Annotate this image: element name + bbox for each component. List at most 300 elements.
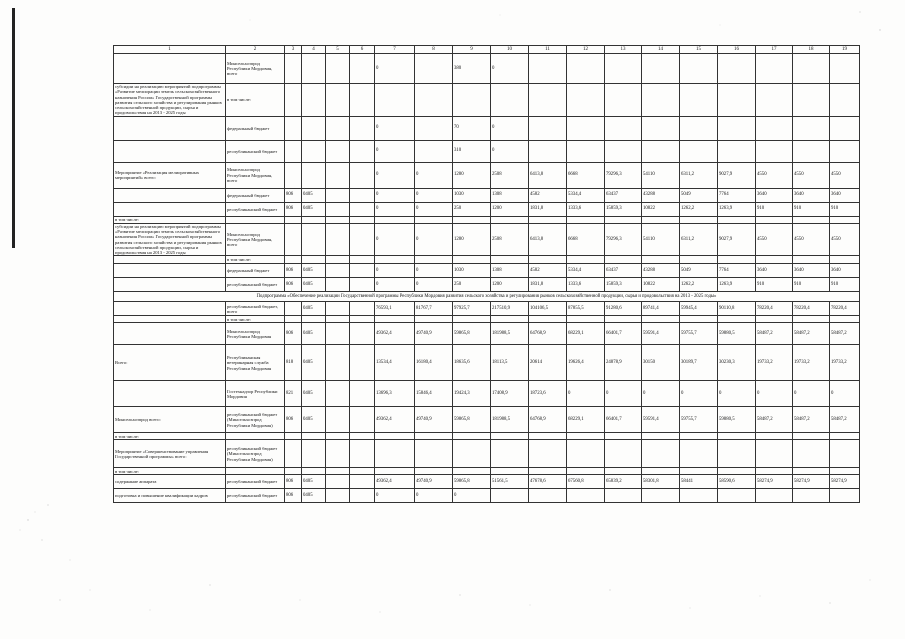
row-label-cell — [114, 264, 226, 278]
value-cell — [415, 468, 453, 475]
value-cell: 15859,3 — [605, 202, 642, 216]
value-cell — [350, 162, 375, 188]
row-label-cell — [114, 278, 226, 292]
source-cell: Гостехнадзор Республики Мордовия — [226, 381, 285, 407]
value-cell — [830, 140, 860, 162]
value-cell: 58274,9 — [830, 475, 860, 489]
value-cell — [326, 433, 350, 440]
value-cell: 806 — [285, 278, 302, 292]
value-cell — [326, 116, 350, 140]
row-label-cell — [114, 381, 226, 407]
value-cell — [491, 433, 529, 440]
value-cell: 7764 — [718, 188, 756, 202]
value-cell: 806 — [285, 489, 302, 503]
value-cell — [567, 116, 605, 140]
table-row — [114, 345, 860, 381]
value-cell — [642, 54, 680, 84]
value-cell — [350, 256, 375, 264]
row-label-cell: в том числе: — [114, 433, 226, 440]
value-cell — [375, 256, 415, 264]
value-cell — [285, 440, 302, 468]
table-row — [114, 302, 860, 316]
value-cell — [718, 116, 756, 140]
value-cell: 13534,4 — [375, 345, 415, 381]
value-cell — [756, 468, 793, 475]
value-cell: 13696,3 — [375, 381, 415, 407]
value-cell: 910 — [793, 278, 830, 292]
value-cell — [326, 162, 350, 188]
value-cell — [302, 140, 326, 162]
column-number: 6 — [350, 46, 375, 54]
value-cell: 51561,5 — [491, 475, 529, 489]
value-cell: 58487,2 — [756, 323, 793, 345]
row-label-cell: Мероприятие «Совершенствование управления Государственной программы» всего: — [114, 440, 226, 468]
value-cell: 0 — [605, 381, 642, 407]
value-cell — [680, 468, 718, 475]
value-cell: 5049 — [680, 188, 718, 202]
value-cell: 0405 — [302, 302, 326, 316]
value-cell — [567, 140, 605, 162]
value-cell: 250 — [453, 278, 491, 292]
value-cell: 43288 — [642, 264, 680, 278]
value-cell: 7764 — [718, 264, 756, 278]
value-cell: 1030 — [453, 264, 491, 278]
value-cell — [491, 489, 529, 503]
value-cell — [375, 84, 415, 117]
value-cell — [756, 440, 793, 468]
value-cell: 59865,8 — [453, 323, 491, 345]
value-cell — [680, 256, 718, 264]
value-cell: 4550 — [793, 223, 830, 256]
value-cell — [453, 440, 491, 468]
value-cell — [415, 440, 453, 468]
value-cell — [793, 54, 830, 84]
value-cell: 49362,4 — [375, 475, 415, 489]
row-label-cell — [114, 202, 226, 216]
value-cell — [718, 440, 756, 468]
value-cell — [350, 489, 375, 503]
value-cell — [285, 216, 302, 223]
value-cell — [326, 440, 350, 468]
value-cell — [642, 84, 680, 117]
scan-margin-line — [12, 8, 15, 248]
value-cell: 3640 — [830, 188, 860, 202]
value-cell — [793, 216, 830, 223]
value-cell: 4582 — [529, 264, 567, 278]
value-cell: 910 — [756, 278, 793, 292]
value-cell: 58487,2 — [830, 407, 860, 433]
column-number: 17 — [756, 46, 793, 54]
table-row — [114, 216, 860, 223]
value-cell — [285, 302, 302, 316]
value-cell: 67560,8 — [567, 475, 605, 489]
column-number: 5 — [326, 46, 350, 54]
value-cell: 49740,9 — [415, 323, 453, 345]
table-row — [114, 256, 860, 264]
value-cell — [605, 84, 642, 117]
value-cell — [491, 216, 529, 223]
value-cell — [285, 54, 302, 84]
value-cell: 0 — [793, 381, 830, 407]
value-cell — [680, 489, 718, 503]
value-cell — [491, 468, 529, 475]
value-cell: 30189,7 — [680, 345, 718, 381]
value-cell — [793, 316, 830, 323]
value-cell — [302, 256, 326, 264]
value-cell: 15859,3 — [605, 278, 642, 292]
value-cell — [529, 468, 567, 475]
value-cell: 3640 — [756, 188, 793, 202]
value-cell — [680, 54, 718, 84]
value-cell — [326, 264, 350, 278]
value-cell — [756, 116, 793, 140]
source-cell — [226, 433, 285, 440]
value-cell — [605, 54, 642, 84]
value-cell: 90110,8 — [718, 302, 756, 316]
value-cell — [415, 116, 453, 140]
value-cell — [567, 216, 605, 223]
value-cell: 1308 — [491, 188, 529, 202]
value-cell — [793, 468, 830, 475]
value-cell: 30230,3 — [718, 345, 756, 381]
value-cell — [793, 489, 830, 503]
value-cell: 4550 — [793, 162, 830, 188]
value-cell — [830, 468, 860, 475]
value-cell — [453, 468, 491, 475]
value-cell — [718, 316, 756, 323]
value-cell — [285, 116, 302, 140]
value-cell — [375, 468, 415, 475]
value-cell: 1831,8 — [529, 278, 567, 292]
value-cell: 15846,4 — [415, 381, 453, 407]
value-cell — [350, 140, 375, 162]
value-cell: 58487,2 — [793, 407, 830, 433]
value-cell: 59755,7 — [680, 407, 718, 433]
row-label-cell: в том числе: — [114, 468, 226, 475]
value-cell: 806 — [285, 475, 302, 489]
value-cell: 91280,6 — [605, 302, 642, 316]
value-cell: 0 — [375, 489, 415, 503]
row-label-cell — [114, 140, 226, 162]
value-cell — [491, 84, 529, 117]
value-cell — [642, 489, 680, 503]
value-cell: 47678,6 — [529, 475, 567, 489]
value-cell: 2508 — [491, 223, 529, 256]
value-cell — [350, 302, 375, 316]
value-cell — [830, 216, 860, 223]
value-cell: 19424,3 — [453, 381, 491, 407]
value-cell: 59865,8 — [453, 407, 491, 433]
row-label-cell — [114, 188, 226, 202]
value-cell — [285, 223, 302, 256]
value-cell — [375, 216, 415, 223]
value-cell: 181988,5 — [491, 323, 529, 345]
value-cell: 5049 — [680, 264, 718, 278]
value-cell: 0 — [756, 381, 793, 407]
value-cell: 63437 — [605, 264, 642, 278]
value-cell — [375, 316, 415, 323]
value-cell: 6413,8 — [529, 223, 567, 256]
value-cell — [326, 323, 350, 345]
value-cell: 19733,2 — [793, 345, 830, 381]
value-cell: 89741,4 — [642, 302, 680, 316]
value-cell: 380 — [453, 54, 491, 84]
value-cell: 821 — [285, 381, 302, 407]
value-cell — [567, 468, 605, 475]
value-cell — [453, 256, 491, 264]
value-cell: 217510,9 — [491, 302, 529, 316]
value-cell — [350, 475, 375, 489]
source-cell: федеральный бюджет — [226, 116, 285, 140]
value-cell: 910 — [756, 202, 793, 216]
table-row — [114, 433, 860, 440]
column-number: 18 — [793, 46, 830, 54]
value-cell: 0 — [718, 381, 756, 407]
value-cell: 59865,8 — [453, 475, 491, 489]
value-cell: 910 — [793, 202, 830, 216]
row-label-cell — [114, 256, 226, 264]
value-cell: 0 — [375, 223, 415, 256]
value-cell: 58487,2 — [793, 323, 830, 345]
value-cell: 49362,4 — [375, 407, 415, 433]
value-cell — [326, 489, 350, 503]
value-cell: 76593,1 — [375, 302, 415, 316]
source-cell: республиканский бюджет, всего — [226, 302, 285, 316]
value-cell: 0 — [491, 54, 529, 84]
value-cell: 1333,6 — [567, 278, 605, 292]
value-cell — [415, 54, 453, 84]
value-cell — [415, 433, 453, 440]
source-cell: республиканский бюджет — [226, 489, 285, 503]
value-cell: 0405 — [302, 264, 326, 278]
subprogram-title-row — [114, 292, 860, 302]
value-cell — [830, 84, 860, 117]
value-cell — [285, 84, 302, 117]
value-cell: 0405 — [302, 323, 326, 345]
value-cell: 66401,7 — [605, 323, 642, 345]
value-cell: 10822 — [642, 278, 680, 292]
value-cell: 78220,4 — [793, 302, 830, 316]
value-cell — [680, 216, 718, 223]
value-cell: 910 — [830, 278, 860, 292]
value-cell — [529, 116, 567, 140]
value-cell: 58590,6 — [718, 475, 756, 489]
value-cell: 6311,2 — [680, 223, 718, 256]
table-row — [114, 407, 860, 433]
value-cell: 0405 — [302, 407, 326, 433]
value-cell — [756, 433, 793, 440]
column-number-row — [114, 46, 860, 54]
value-cell — [302, 433, 326, 440]
value-cell: 1262,2 — [680, 278, 718, 292]
column-number: 13 — [605, 46, 642, 54]
value-cell: 0 — [567, 381, 605, 407]
value-cell — [756, 140, 793, 162]
table-row — [114, 264, 860, 278]
value-cell — [605, 489, 642, 503]
value-cell: 0405 — [302, 278, 326, 292]
value-cell — [285, 433, 302, 440]
value-cell — [326, 216, 350, 223]
value-cell — [415, 140, 453, 162]
value-cell — [529, 440, 567, 468]
value-cell — [302, 54, 326, 84]
value-cell — [415, 316, 453, 323]
value-cell: 1262,2 — [680, 202, 718, 216]
value-cell: 59591,4 — [642, 323, 680, 345]
value-cell: 68229,1 — [567, 323, 605, 345]
value-cell: 70 — [453, 116, 491, 140]
value-cell — [567, 54, 605, 84]
value-cell — [567, 316, 605, 323]
source-cell: Минсельхозпрод Республики Мордовия, всего — [226, 223, 285, 256]
value-cell: 87855,5 — [567, 302, 605, 316]
value-cell: 0 — [830, 381, 860, 407]
value-cell — [642, 440, 680, 468]
value-cell — [285, 140, 302, 162]
value-cell: 64768,9 — [529, 323, 567, 345]
table-row — [114, 223, 860, 256]
value-cell — [605, 433, 642, 440]
value-cell — [830, 433, 860, 440]
value-cell — [567, 84, 605, 117]
value-cell: 1030 — [453, 188, 491, 202]
value-cell: 54110 — [642, 223, 680, 256]
value-cell: 806 — [285, 323, 302, 345]
value-cell: 0405 — [302, 475, 326, 489]
value-cell: 49740,9 — [415, 407, 453, 433]
value-cell: 59880,5 — [718, 323, 756, 345]
value-cell: 0 — [491, 140, 529, 162]
value-cell: 0 — [453, 489, 491, 503]
value-cell — [830, 116, 860, 140]
value-cell — [680, 116, 718, 140]
value-cell: 910 — [830, 202, 860, 216]
value-cell — [793, 433, 830, 440]
value-cell — [491, 256, 529, 264]
value-cell — [642, 468, 680, 475]
value-cell — [415, 216, 453, 223]
value-cell — [350, 116, 375, 140]
value-cell: 19626,4 — [567, 345, 605, 381]
value-cell: 1263,9 — [718, 278, 756, 292]
value-cell — [718, 468, 756, 475]
value-cell — [326, 84, 350, 117]
value-cell — [375, 440, 415, 468]
value-cell — [326, 302, 350, 316]
value-cell: 59880,5 — [718, 407, 756, 433]
value-cell — [830, 489, 860, 503]
source-cell: в том числе: — [226, 84, 285, 117]
value-cell — [830, 54, 860, 84]
value-cell: 16180,4 — [415, 345, 453, 381]
table-row — [114, 381, 860, 407]
table-row — [114, 202, 860, 216]
value-cell — [326, 345, 350, 381]
value-cell: 250 — [453, 202, 491, 216]
value-cell: 4582 — [529, 188, 567, 202]
value-cell: 4550 — [830, 223, 860, 256]
value-cell: 19733,2 — [756, 345, 793, 381]
source-cell: республиканский бюджет (Минсельхозпрод Республики Мордовия) — [226, 440, 285, 468]
value-cell: 806 — [285, 202, 302, 216]
column-number: 7 — [375, 46, 415, 54]
value-cell — [605, 116, 642, 140]
value-cell: 0 — [415, 202, 453, 216]
value-cell — [642, 256, 680, 264]
value-cell — [326, 202, 350, 216]
value-cell — [642, 433, 680, 440]
value-cell: 6311,2 — [680, 162, 718, 188]
value-cell — [567, 440, 605, 468]
value-cell — [491, 440, 529, 468]
value-cell: 0 — [415, 188, 453, 202]
value-cell: 1333,6 — [567, 202, 605, 216]
value-cell: 58487,2 — [756, 407, 793, 433]
value-cell: 64768,9 — [529, 407, 567, 433]
row-label-cell: в том числе: — [114, 216, 226, 223]
table-row — [114, 162, 860, 188]
value-cell — [756, 84, 793, 117]
value-cell: 65839,2 — [605, 475, 642, 489]
table-body — [114, 46, 860, 503]
value-cell: 79296,3 — [605, 223, 642, 256]
value-cell: 806 — [285, 188, 302, 202]
value-cell: 54110 — [642, 162, 680, 188]
value-cell — [326, 381, 350, 407]
row-label-cell — [114, 116, 226, 140]
row-label-cell: подготовка и повышение квалификации кадров — [114, 489, 226, 503]
value-cell: 1200 — [491, 278, 529, 292]
value-cell — [605, 440, 642, 468]
value-cell — [793, 84, 830, 117]
table-row — [114, 489, 860, 503]
value-cell — [350, 84, 375, 117]
value-cell — [350, 264, 375, 278]
source-cell: в том числе: — [226, 316, 285, 323]
value-cell — [605, 256, 642, 264]
column-number: 15 — [680, 46, 718, 54]
value-cell: 0405 — [302, 381, 326, 407]
value-cell — [830, 316, 860, 323]
value-cell — [302, 468, 326, 475]
value-cell — [680, 316, 718, 323]
value-cell: 18723,6 — [529, 381, 567, 407]
value-cell — [350, 316, 375, 323]
table-row — [114, 440, 860, 468]
value-cell: 4550 — [756, 223, 793, 256]
value-cell: 78220,4 — [830, 302, 860, 316]
value-cell: 6668 — [567, 223, 605, 256]
value-cell: 58441 — [680, 475, 718, 489]
column-number: 9 — [453, 46, 491, 54]
value-cell — [302, 440, 326, 468]
value-cell: 0 — [375, 188, 415, 202]
value-cell: 3640 — [830, 264, 860, 278]
value-cell — [529, 216, 567, 223]
value-cell — [718, 140, 756, 162]
value-cell: 0 — [375, 162, 415, 188]
value-cell: 0405 — [302, 345, 326, 381]
value-cell — [326, 54, 350, 84]
value-cell: 0405 — [302, 202, 326, 216]
value-cell: 9027,9 — [718, 162, 756, 188]
column-number: 10 — [491, 46, 529, 54]
value-cell: 806 — [285, 407, 302, 433]
value-cell — [302, 162, 326, 188]
table-row — [114, 323, 860, 345]
value-cell — [415, 84, 453, 117]
